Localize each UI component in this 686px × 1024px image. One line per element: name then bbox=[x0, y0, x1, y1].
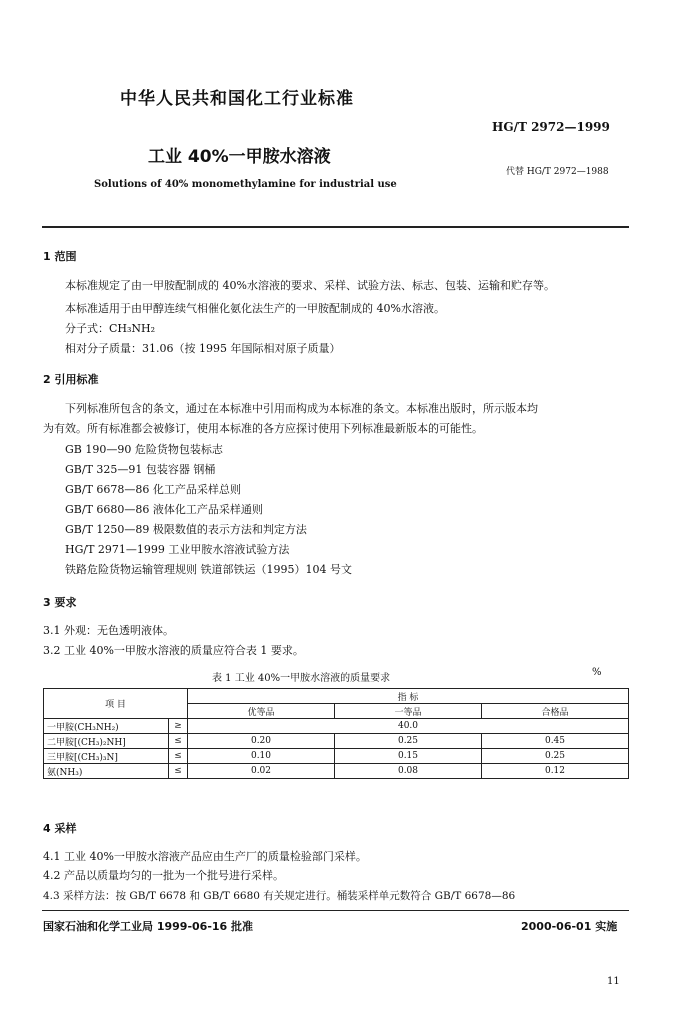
column-header-item: 项 目 bbox=[44, 689, 188, 719]
value-cell: 0.25 bbox=[482, 749, 629, 764]
table-row bbox=[44, 734, 629, 749]
value-cell: 0.02 bbox=[188, 764, 335, 779]
value-cell: 0.15 bbox=[335, 749, 482, 764]
sampling-item: 4.2 产品以质量均匀的一批为一个批号进行采样。 bbox=[43, 869, 284, 882]
column-header-index: 指 标 bbox=[188, 689, 629, 704]
section-2-intro: 下列标准所包含的条文，通过在本标准中引用而构成为本标准的条文。本标准出版时，所示版本均 bbox=[65, 402, 538, 415]
molecular-formula: 分子式：CH₃NH₂ bbox=[65, 322, 156, 335]
table-caption: 表 1 工业 40%一甲胺水溶液的质量要求 bbox=[212, 673, 391, 684]
item-name: 二甲胺[(CH₃)₂NH] bbox=[44, 734, 169, 749]
section-1-line: 本标准规定了由一甲胺配制成的 40%水溶液的要求、采样、试验方法、标志、包装、运输和贮存等。 bbox=[65, 279, 555, 292]
grade-first: 一等品 bbox=[335, 704, 482, 719]
relation-symbol: ≤ bbox=[169, 749, 188, 764]
value-cell: 0.08 bbox=[335, 764, 482, 779]
item-name: 三甲胺[(CH₃)₃N] bbox=[44, 749, 169, 764]
quality-requirements-table bbox=[43, 688, 629, 779]
sampling-item: 4.3 采样方法：按 GB/T 6678 和 GB/T 6680 有关规定进行。桶装采样单元数符合 GB/T 6678—86 bbox=[43, 890, 516, 902]
page-number: 11 bbox=[607, 976, 620, 987]
relation-symbol: ≤ bbox=[169, 764, 188, 779]
footer-divider bbox=[42, 910, 629, 911]
standard-code: HG/T 2972—1999 bbox=[492, 120, 610, 134]
reference-item: 铁路危险货物运输管理规则 铁道部铁运（1995）104 号文 bbox=[65, 563, 352, 576]
value-cell: 0.10 bbox=[188, 749, 335, 764]
reference-item: GB/T 325—91 包装容器 钢桶 bbox=[65, 463, 216, 476]
table-unit: % bbox=[592, 667, 602, 678]
replaces-standard: 代替 HG/T 2972—1988 bbox=[506, 167, 609, 177]
grade-qualified: 合格品 bbox=[482, 704, 629, 719]
requirement-appearance: 3.1 外观：无色透明液体。 bbox=[43, 624, 174, 637]
value-cell: 0.12 bbox=[482, 764, 629, 779]
title-english: Solutions of 40% monomethylamine for industrial use bbox=[94, 179, 397, 190]
reference-item: GB/T 6680—86 液体化工产品采样通则 bbox=[65, 503, 263, 516]
value-cell: 0.45 bbox=[482, 734, 629, 749]
table-row bbox=[44, 749, 629, 764]
item-name: 氨(NH₃) bbox=[44, 764, 169, 779]
issuing-organization: 中华人民共和国化工行业标准 bbox=[120, 89, 354, 109]
value-cell: 0.20 bbox=[188, 734, 335, 749]
reference-item: GB/T 6678—86 化工产品采样总则 bbox=[65, 483, 241, 496]
implementation-date: 2000-06-01 实施 bbox=[521, 920, 618, 933]
relation-symbol: ≤ bbox=[169, 734, 188, 749]
section-4-heading: 4 采样 bbox=[43, 822, 77, 835]
title-chinese: 工业 40%一甲胺水溶液 bbox=[148, 147, 331, 167]
relation-symbol: ≥ bbox=[169, 719, 188, 734]
molecular-mass: 相对分子质量：31.06（按 1995 年国际相对原子质量） bbox=[65, 342, 341, 355]
section-1-line: 本标准适用于由甲醇连续气相催化氨化法生产的一甲胺配制成的 40%水溶液。 bbox=[65, 302, 445, 315]
table-header-row bbox=[44, 689, 629, 704]
reference-item: HG/T 2971—1999 工业甲胺水溶液试验方法 bbox=[65, 543, 290, 556]
approval-statement: 国家石油和化学工业局 1999-06-16 批准 bbox=[43, 920, 254, 933]
item-name: 一甲胺(CH₃NH₂) bbox=[44, 719, 169, 734]
value-cell: 0.25 bbox=[335, 734, 482, 749]
section-3-heading: 3 要求 bbox=[43, 596, 77, 609]
header-divider bbox=[42, 226, 629, 228]
section-2-heading: 2 引用标准 bbox=[43, 373, 99, 386]
requirement-quality: 3.2 工业 40%一甲胺水溶液的质量应符合表 1 要求。 bbox=[43, 644, 304, 657]
reference-item: GB/T 1250—89 极限数值的表示方法和判定方法 bbox=[65, 523, 307, 536]
sampling-item: 4.1 工业 40%一甲胺水溶液产品应由生产厂的质量检验部门采样。 bbox=[43, 850, 367, 863]
table-row bbox=[44, 719, 629, 734]
table-row bbox=[44, 764, 629, 779]
reference-item: GB 190—90 危险货物包装标志 bbox=[65, 443, 223, 456]
value-cell: 40.0 bbox=[188, 719, 629, 734]
section-1-heading: 1 范围 bbox=[43, 250, 77, 263]
grade-superior: 优等品 bbox=[188, 704, 335, 719]
section-2-intro: 为有效。所有标准都会被修订，使用本标准的各方应探讨使用下列标准最新版本的可能性。 bbox=[43, 422, 483, 435]
